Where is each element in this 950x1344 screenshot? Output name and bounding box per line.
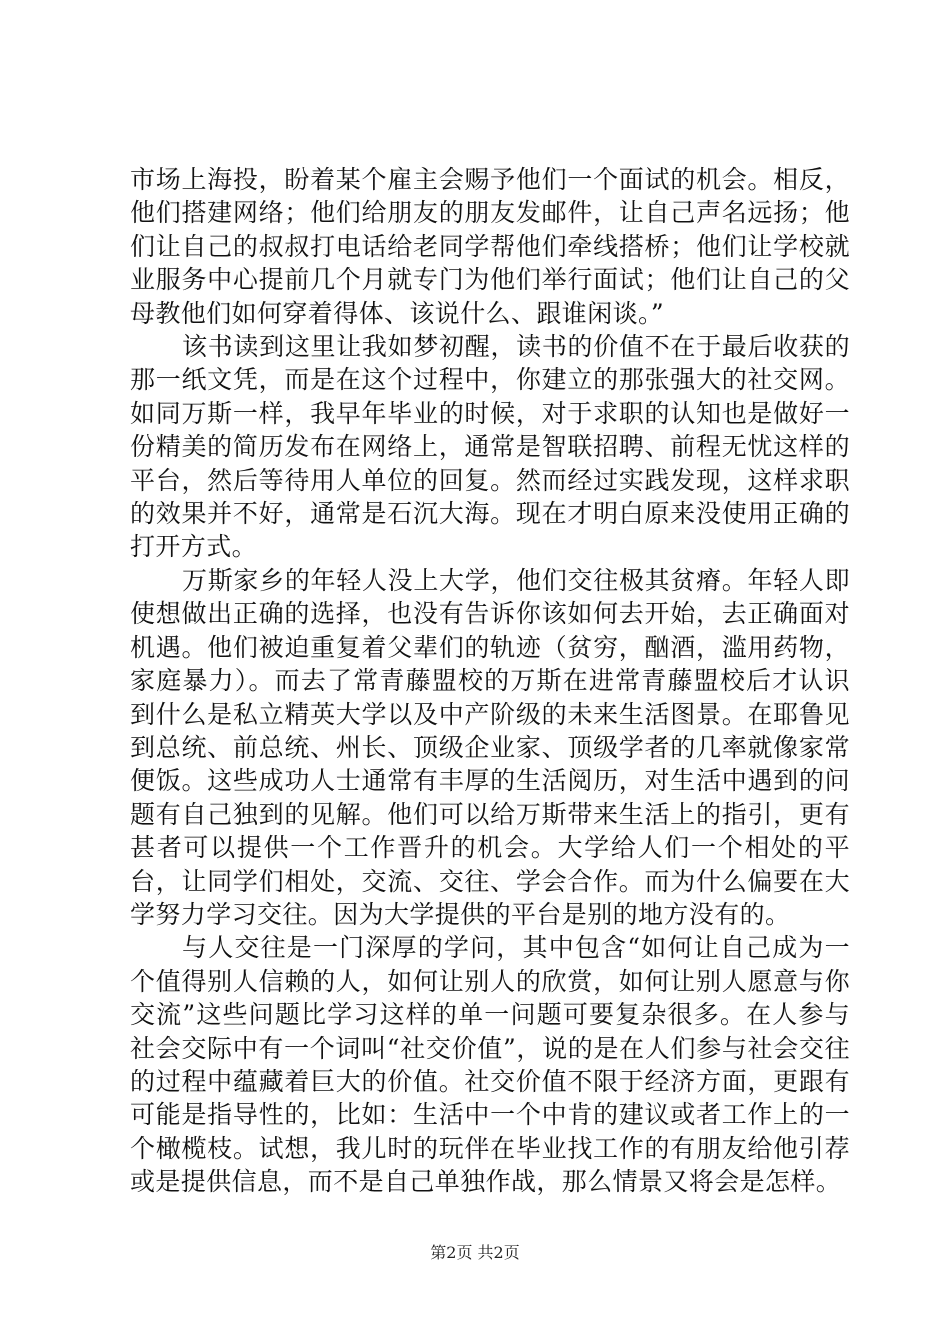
- paragraph-1: 市场上海投，盼着某个雇主会赐予他们一个面试的机会。相反，他们搭建网络；他们给朋友的朋友发邮件，让自己声名远扬；他们让自己的叔叔打电话给老同学帮他们牵线搭桥；他们让学校就业服务中心提前几个月就专门为他们举行面试；他们让自己的父母教他们如何穿着得体、该说什么、跟谁闲谈。”: [130, 165, 850, 328]
- paragraph-4: 与人交往是一门深厚的学问，其中包含“如何让自己成为一个值得别人信赖的人，如何让别人的欣赏，如何让别人愿意与你交流”这些问题比学习这样的单一问题可要复杂很多。在人参与社会交际中有一个词叫“社交价值”，说的是在人们参与社会交往的过程中蕴藏着巨大的价值。社交价值不限于经济方面，更跟有可能是指导性的，比如：生活中一个中肯的建议或者工作上的一个橄榄枝。试想，我儿时的玩伴在毕业找工作的有朋友给他引荐或是提供信息，而不是自己单独作战，那么情景又将会是怎样。: [130, 933, 850, 1197]
- document-body: [130, 163, 850, 1199]
- paragraph-2: 该书读到这里让我如梦初醒，读书的价值不在于最后收获的那一纸文凭，而是在这个过程中，你建立的那张强大的社交网。如同万斯一样，我早年毕业的时候，对于求职的认知也是做好一份精美的简历发布在网络上，通常是智联招聘、前程无忧这样的平台，然后等待用人单位的回复。然而经过实践发现，这样求职的效果并不好，通常是石沉大海。现在才明白原来没使用正确的打开方式。: [130, 332, 850, 562]
- paragraph-3: 万斯家乡的年轻人没上大学，他们交往极其贫瘠。年轻人即使想做出正确的选择，也没有告诉你该如何去开始，去正确面对机遇。他们被迫重复着父辈们的轨迹（贫穷，酗酒，滥用药物，家庭暴力）。而去了常青藤盟校的万斯在进常青藤盟校后才认识到什么是私立精英大学以及中产阶级的未来生活图景。在耶鲁见到总统、前总统、州长、顶级企业家、顶级学者的几率就像家常便饭。这些成功人士通常有丰厚的生活阅历，对生活中遇到的问题有自己独到的见解。他们可以给万斯带来生活上的指引，更有甚者可以提供一个工作晋升的机会。大学给人们一个相处的平台，让同学们相处，交流、交往、学会合作。而为什么偏要在大学努力学习交往。因为大学提供的平台是别的地方没有的。: [130, 565, 850, 929]
- page-number-footer: 第2页 共2页: [430, 1243, 520, 1262]
